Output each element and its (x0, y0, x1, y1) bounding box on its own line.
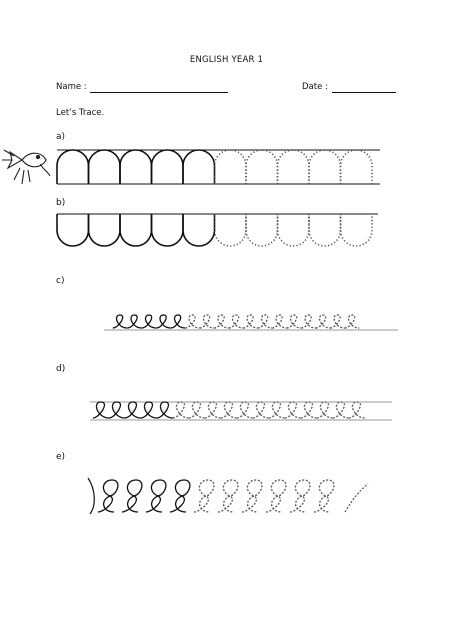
date-label: Date : (302, 82, 328, 92)
dotted-figure-eight (194, 480, 214, 512)
name-label: Name : (56, 82, 87, 92)
dotted-loop (205, 402, 221, 418)
dotted-loop (258, 315, 273, 328)
dotted-loop (237, 402, 253, 418)
dotted-figure-eight (218, 480, 238, 512)
section-c-pattern (104, 315, 398, 330)
section-d-label: d) (56, 364, 66, 374)
solid-loop (142, 315, 157, 328)
solid-loop (113, 315, 128, 328)
dotted-loop (301, 315, 316, 328)
dotted-loop (189, 402, 205, 418)
dotted-figure-eight (290, 480, 310, 512)
dotted-loop (330, 315, 345, 328)
dotted-figure-eight (314, 480, 334, 512)
section-e-pattern (88, 478, 368, 514)
dotted-loop (272, 315, 287, 328)
dotted-loop (333, 402, 349, 418)
solid-figure-eight (170, 480, 190, 512)
instruction-text: Let’s Trace. (56, 108, 105, 118)
solid-figure-eight (122, 480, 142, 512)
dotted-loop (317, 402, 333, 418)
dotted-loop (173, 402, 189, 418)
solid-loop (171, 315, 186, 328)
solid-loop (156, 315, 171, 328)
dotted-loop (269, 402, 285, 418)
solid-loop (93, 402, 109, 418)
solid-figure-eight (98, 480, 118, 512)
section-c-label: c) (56, 276, 65, 286)
dotted-loop (345, 315, 360, 328)
section-a-label: a) (56, 132, 66, 142)
worksheet-title: ENGLISH YEAR 1 (189, 55, 264, 65)
solid-loop (141, 402, 157, 418)
dotted-loop (285, 402, 301, 418)
section-b-label: b) (56, 198, 66, 208)
dotted-figure-eight (266, 480, 286, 512)
section-e-label: e) (56, 452, 66, 462)
section-d-pattern (90, 402, 392, 420)
solid-figure-eight (146, 480, 166, 512)
dotted-loop (214, 315, 229, 328)
solid-loop (157, 402, 173, 418)
solid-loop (109, 402, 125, 418)
dotted-loop (349, 402, 365, 418)
dotted-loop (253, 402, 269, 418)
dotted-loop (287, 315, 302, 328)
dotted-loop (316, 315, 331, 328)
dotted-loop (243, 315, 258, 328)
solid-loop (127, 315, 142, 328)
tail-stroke (345, 484, 368, 512)
solid-loop (125, 402, 141, 418)
dotted-figure-eight (242, 480, 262, 512)
lead-in-stroke (88, 478, 94, 514)
dotted-loop (200, 315, 215, 328)
dotted-loop (185, 315, 200, 328)
dotted-loop (221, 402, 237, 418)
dotted-loop (229, 315, 244, 328)
dotted-loop (301, 402, 317, 418)
